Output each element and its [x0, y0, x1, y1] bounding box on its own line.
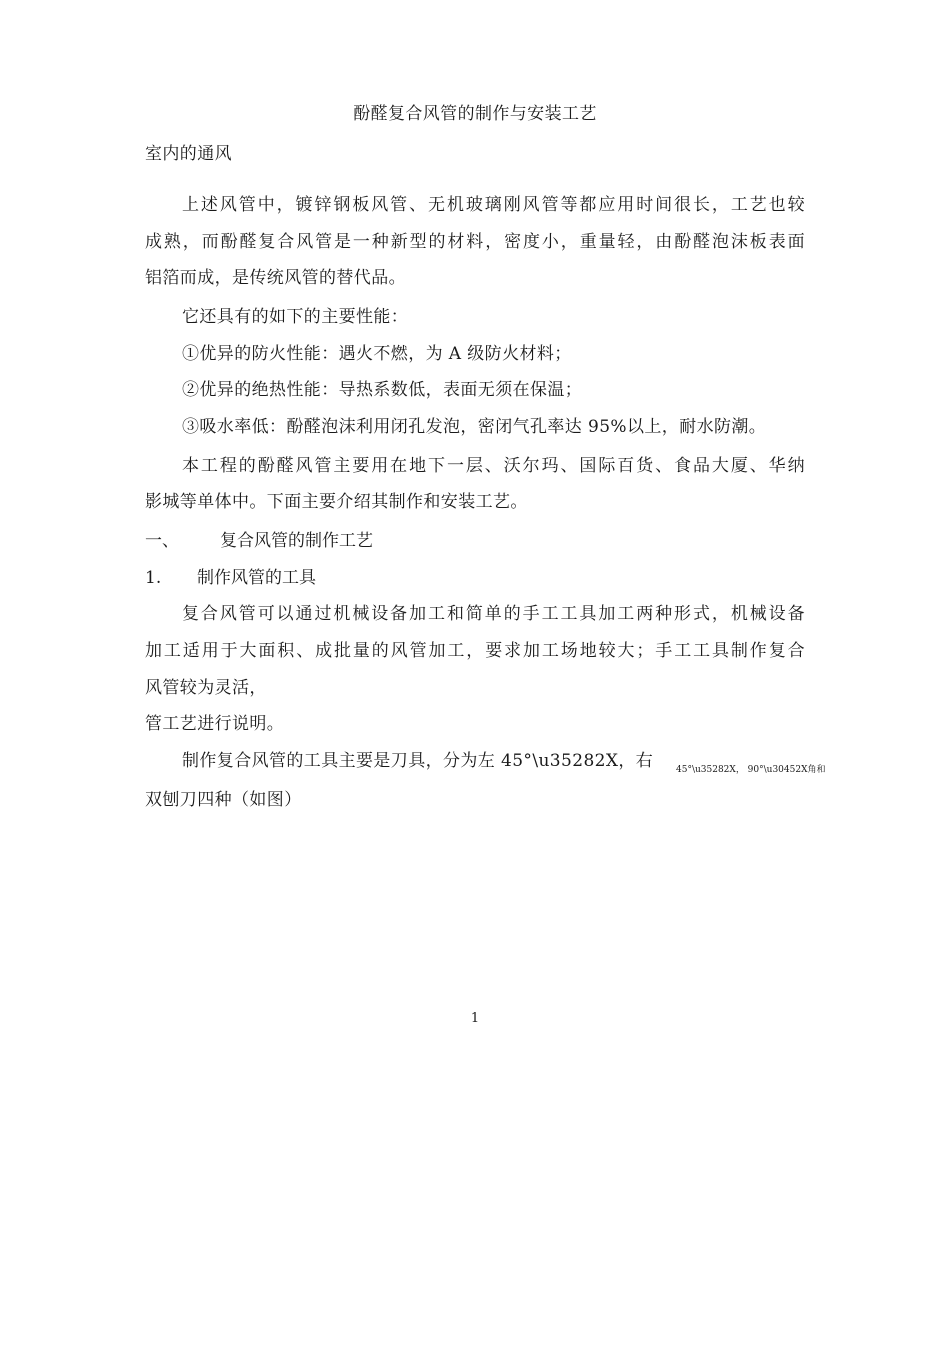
- paragraph-4-line-2: 加工适用于大面积、成批量的风管加工，要求加工场地较大；手工工具制作复合: [145, 641, 805, 661]
- feature-insulation: ②优异的绝热性能：导热系数低，表面无须在保温；: [182, 380, 583, 400]
- paragraph-3-line-2: 影城等单体中。下面主要介绍其制作和安装工艺。: [145, 492, 528, 512]
- document-title: 酚醛复合风管的制作与安装工艺: [353, 104, 597, 124]
- paragraph-4-line-3: 风管较为灵活，: [145, 678, 267, 698]
- page-number: 1: [470, 1011, 480, 1026]
- paragraph-6-small-note: 45°\u35282X， 90°\u30452X角和: [676, 765, 826, 775]
- paragraph-6-end: 双刨刀四种（如图）: [145, 790, 302, 810]
- section-1-title: 复合风管的制作工艺: [220, 531, 373, 551]
- paragraph-6-main: 制作复合风管的工具主要是刀具，分为左 45°\u35282X，右: [182, 751, 654, 771]
- feature-fireproof: ①优异的防火性能：遇火不燃，为 A 级防火材料；: [182, 344, 572, 364]
- paragraph-2: 它还具有的如下的主要性能：: [182, 307, 409, 327]
- paragraph-4-line-1: 复合风管可以通过机械设备加工和简单的手工工具加工两种形式，机械设备: [182, 604, 805, 624]
- section-1-number: 一、: [145, 531, 179, 551]
- subsection-1-number: 1.: [145, 568, 162, 588]
- paragraph-3-line-1: 本工程的酚醛风管主要用在地下一层、沃尔玛、国际百货、食品大厦、华纳: [182, 456, 805, 476]
- paragraph-1-line-1: 上述风管中，镀锌钢板风管、无机玻璃刚风管等都应用时间很长，工艺也较: [182, 195, 805, 215]
- paragraph-1-line-2: 成熟，而酚醛复合风管是一种新型的材料，密度小，重量轻，由酚醛泡沫板表面: [145, 232, 805, 252]
- subtitle: 室内的通风: [145, 144, 232, 164]
- subsection-1-title: 制作风管的工具: [197, 568, 316, 588]
- paragraph-5: 管工艺进行说明。: [145, 714, 285, 734]
- paragraph-1-line-3: 铝箔而成，是传统风管的替代品。: [145, 268, 406, 288]
- feature-water-absorption: ③吸水率低：酚醛泡沫利用闭孔发泡，密闭气孔率达 95%以上，耐水防潮。: [182, 417, 767, 437]
